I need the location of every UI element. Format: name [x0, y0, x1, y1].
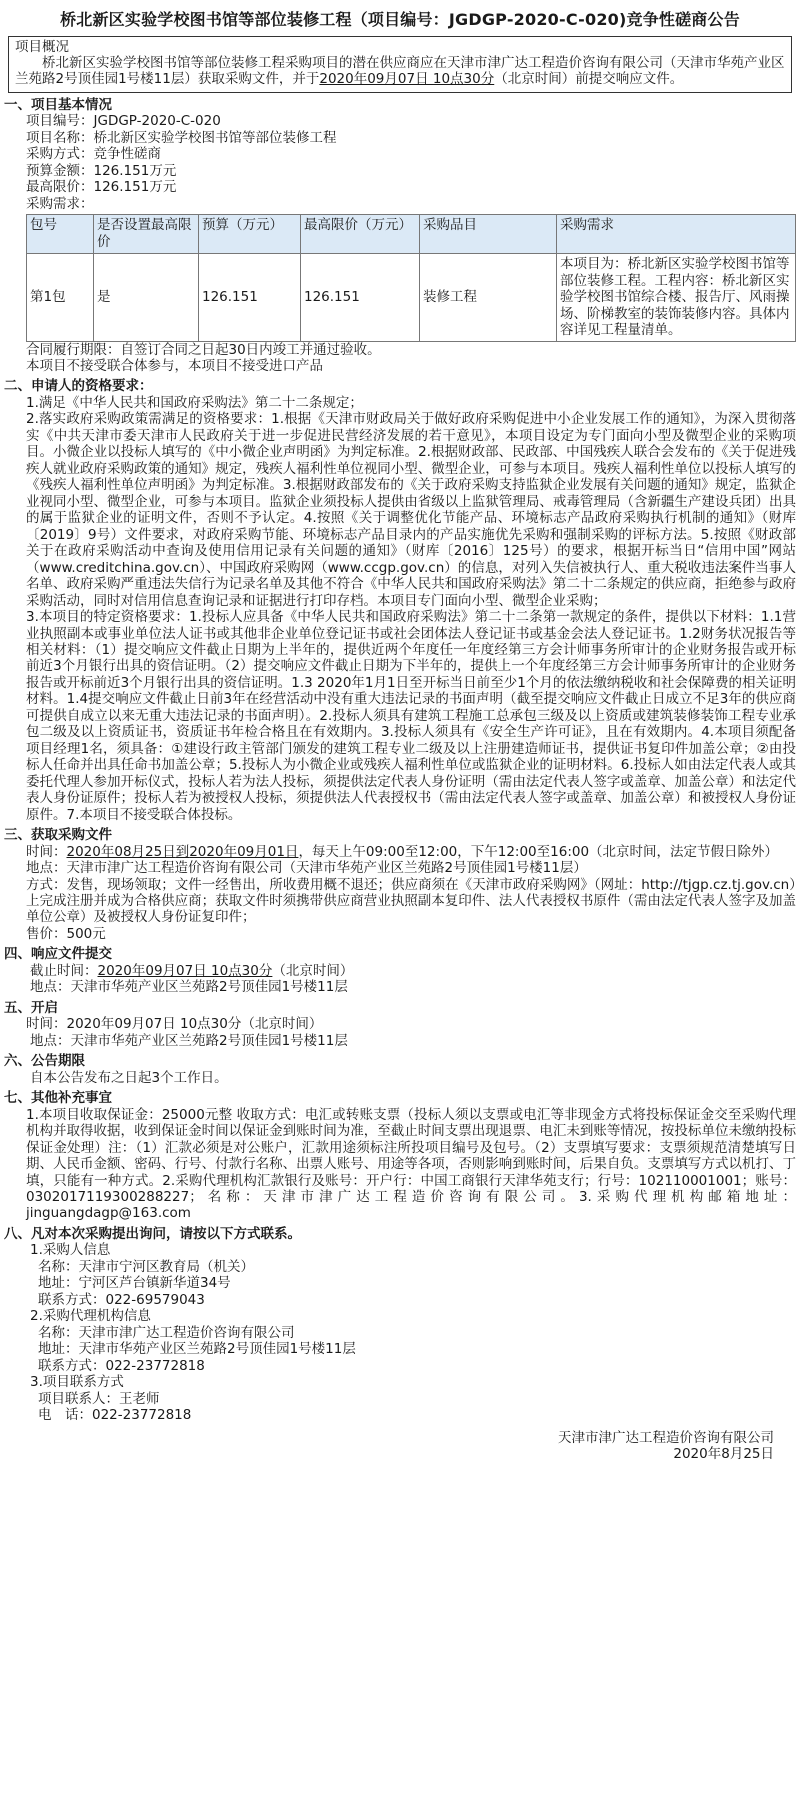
acquire-time-start: 2020年08月25日: [66, 843, 176, 860]
notice-period: 自本公告发布之日起3个工作日。: [30, 1069, 228, 1086]
project-contact-person: 项目联系人：王老师: [38, 1390, 160, 1407]
section-4-heading: 四、响应文件提交: [4, 946, 112, 963]
requirement-table: [26, 214, 796, 341]
overview-text-a: 桥北新区实验学校图书馆等部位装修工程采购项目的潜在供应商应在天津市津广达工程造价咨询有限公司（天津市华苑产业区兰苑路2号顶佳园1号楼11层）获取采购文件，并于: [15, 54, 785, 88]
signature-org: 天津市津广达工程造价咨询有限公司: [558, 1429, 774, 1446]
max-price: 最高限价：126.151万元: [26, 179, 177, 196]
acquire-place: 地点：天津市津广达工程造价咨询有限公司（天津市华苑产业区兰苑路2号顶佳园1号楼11层）: [26, 860, 587, 877]
consortium-note: 本项目不接受联合体参与，本项目不接受进口产品: [26, 358, 323, 375]
acquire-price: 售价：500元: [26, 925, 106, 942]
acquire-time-rest: ，每天上午09:00至12:00，下午12:00至16:00（北京时间，法定节假日除外）: [298, 843, 779, 860]
agency-address: 地址：天津市华苑产业区兰苑路2号顶佳园1号楼11层: [38, 1341, 356, 1358]
supplementary-matters: 1.本项目收取保证金：25000元整 收取方式：电汇或转账支票（投标人须以支票或电汇等非现金方式将投标保证金交至采购代理机构并取得收据，收到保证金时间以保证金到账时间为准，至截止时间支票出现退票、电汇未到账等情况，按投标单位未缴纳投标保证金处理）注：（1）汇款必须是对公账户，汇款用途须标注所投项目编号及包号。（2）支票填写要求：支票须规范清楚填写日期、人民币金额、密码、行号、付款行名称、出票人账号、用途等各项，否则影响到账时间，后果自负。支票填写方式以机打、丁填，只能有一种方式。2.采购代理机构汇款银行及账号：开户行：中国工商银行天津华苑支行；行号：102110001001；账号：0302017119300288227；名称：天津市津广达工程造价咨询有限公司。3.采购代理机构邮箱地址：jinguangdagp@163.com: [26, 1106, 796, 1222]
agency-contact: 联系方式：022-23772818: [38, 1357, 205, 1374]
signature-date: 2020年8月25日: [673, 1446, 774, 1463]
opening-place: 地点：天津市华苑产业区兰苑路2号顶佳园1号楼11层: [30, 1032, 348, 1049]
section-7-heading: 七、其他补充事宜: [4, 1090, 112, 1107]
overview-text-b: （北京时间）前提交响应文件。: [494, 71, 684, 88]
project-name: 项目名称：桥北新区实验学校图书馆等部位装修工程: [26, 129, 337, 146]
contract-period: 合同履行期限：自签订合同之日起30日内竣工并通过验收。: [26, 341, 381, 358]
cell-package-no: 第1包: [27, 254, 94, 341]
header-package-no: 包号: [27, 215, 94, 254]
header-category: 采购品目: [420, 215, 557, 254]
opening-time: 时间：2020年09月07日 10点30分（北京时间）: [26, 1016, 323, 1033]
buyer-address: 地址：宁河区芦台镇新华道34号: [38, 1275, 231, 1292]
agency-heading: 2.采购代理机构信息: [30, 1308, 151, 1325]
submit-deadline-label: 截止时间：: [30, 962, 98, 979]
qualification-3: 3.本项目的特定资格要求：1.投标人应具备《中华人民共和国政府采购法》第二十二条第一款规定的条件，提供以下材料：1.1营业执照副本或事业单位法人证书或其他非企业单位登记证书或社会团体法人登记证书或基金会法人登记证书。1.2财务状况报告等相关材料：（1）提交响应文件截止日期为上半年的，提供近两个年度任一年度经第三方会计师事务所审计的企业财务报告或开标前近3个月银行出具的资信证明。（2）提交响应文件截止日期为下半年的，提供上一个年度经第三方会计师事务所审计的企业财务报告或开标前近3个月银行出具的资信证明。1.3 2020年1月1日至开标当日前至少1个月的依法缴纳税收和社会保障费的相关证明材料。1.4提交响应文件截止日前3年在经营活动中没有重大违法记录的书面声明（截至提交响应文件截止日成立不足3年的供应商可提供自成立以来无重大违法记录的书面声明）。2.投标人须具有建筑工程施工总承包三级及以上资质或建筑装修装饰工程专业承包二级及以上资质证书，资质证书年检合格且在有效期内。3.投标人须具有《安全生产许可证》，且在有效期内。4.本项目须配备项目经理1名，须具备：①建设行政主管部门颁发的建筑工程专业二级及以上注册建造师证书，提供证书复印件加盖公章；②由投标人任命并出具任命书加盖公章；5.投标人为小微企业或残疾人福利性单位或监狱企业的证明材料。6.投标人如由法定代表人或其委托代理人参加开标仪式，投标人若为法人投标，须提供法定代表人身份证明（需由法定代表人签字或盖章、加盖公章）和法定代表人身份证原件；投标人若为被授权人投标，须提供法人代表授权书（需由法定代表人签字或盖章、加盖公章）和被授权人身份证原件。7.本项目不接受联合体投标。: [26, 609, 796, 823]
submit-deadline-rest: （北京时间）: [272, 962, 354, 979]
overview-text: [15, 55, 785, 88]
overview-heading: 项目概况: [15, 38, 69, 55]
agency-name: 名称：天津市津广达工程造价咨询有限公司: [38, 1324, 295, 1341]
section-6-heading: 六、公告期限: [4, 1053, 85, 1070]
project-number: 项目编号：JGDGP-2020-C-020: [26, 113, 221, 130]
acquire-time-mid: 到: [175, 843, 190, 860]
overview-box: [8, 36, 792, 93]
section-1-heading: 一、项目基本情况: [4, 96, 112, 113]
cell-max-price: 126.151: [301, 254, 420, 341]
budget-amount: 预算金额：126.151万元: [26, 162, 177, 179]
submit-place: 地点：天津市华苑产业区兰苑路2号顶佳园1号楼11层: [30, 979, 348, 996]
submit-deadline-value: 2020年09月07日 10点30分: [97, 962, 273, 979]
page-title: 桥北新区实验学校图书馆等部位装修工程（项目编号：JGDGP-2020-C-020)竞争性磋商公告: [60, 10, 740, 29]
qualification-1: 1.满足《中华人民共和国政府采购法》第二十二条规定；: [26, 394, 363, 411]
requirement-label: 采购需求：: [26, 195, 94, 212]
table-row: [27, 254, 796, 341]
acquire-time-label: 时间：: [26, 843, 67, 860]
project-contact-phone: 电 话：022-23772818: [38, 1407, 192, 1424]
section-2-heading: 二、申请人的资格要求：: [4, 378, 153, 395]
buyer-heading: 1.采购人信息: [30, 1242, 111, 1259]
acquire-way: 方式：发售，现场领取；文件一经售出，所收费用概不退还；供应商须在《天津市政府采购网》（网址：http://tjgp.cz.tj.gov.cn）上完成注册并成为合格供应商；获取文件时须携带供应商营业执照副本复印件、法人代表授权书原件（需由法定代表人签字及加盖单位公章）及被授权人身份证复印件；: [26, 876, 796, 926]
cell-category: 装修工程: [420, 254, 557, 341]
project-contact-heading: 3.项目联系方式: [30, 1374, 124, 1391]
section-5-heading: 五、开启: [4, 999, 58, 1016]
buyer-contact: 联系方式：022-69579043: [38, 1291, 205, 1308]
cell-budget: 126.151: [199, 254, 301, 341]
header-max-price: 最高限价（万元）: [301, 215, 420, 254]
procurement-method: 采购方式：竞争性磋商: [26, 146, 161, 163]
cell-requirement: 本项目为：桥北新区实验学校图书馆等部位装修工程。工程内容：桥北新区实验学校图书馆综合楼、报告厅、风雨操场、阶梯教室的装饰装修内容。具体内容详见工程量清单。: [557, 254, 796, 341]
submit-deadline: [4, 963, 796, 979]
acquire-time-end: 2020年09月01日: [189, 843, 299, 860]
section-3-heading: 三、获取采购文件: [4, 827, 112, 844]
table-header-row: [27, 215, 796, 254]
cell-has-max-price: 是: [94, 254, 199, 341]
acquire-time: [4, 844, 796, 860]
qualification-2: 2.落实政府采购政策需满足的资格要求：1.根据《天津市财政局关于做好政府采购促进中小企业发展工作的通知》，为深入贯彻落实《中共天津市委天津市人民政府关于进一步促进民营经济发展的若干意见》，本项目设定为专门面向小型及微型企业的采购项目。小微企业以投标人填写的《中小微企业声明函》为判定标准。2.根据财政部、民政部、中国残疾人联合会发布的《关于促进残疾人就业政府采购政策的通知》规定，残疾人福利性单位视同小型、微型企业，可参与本项目。残疾人福利性单位以投标人填写的《残疾人福利性单位声明函》为判定标准。3.根据财政部发布的《关于政府采购支持监狱企业发展有关问题的通知》规定，监狱企业视同小型、微型企业，可参与本项目。监狱企业须投标人提供由省级以上监狱管理局、戒毒管理局（含新疆生产建设兵团）出具的属于监狱企业的证明文件，否则不予认定。4.按照《关于调整优化节能产品、环境标志产品政府采购执行机制的通知》（财库〔2019〕9号）文件要求，对政府采购节能、环境标志产品目录内的产品实施优先采购和强制采购的评标方法。5.按照《财政部关于在政府采购活动中查询及使用信用记录有关问题的通知》（财库〔2016〕125号）的要求，根据开标当日“信用中国”网站（www.creditchina.gov.cn）、中国政府采购网（www.ccgp.gov.cn）的信息，对列入失信被执行人、重大税收违法案件当事人名单、政府采购严重违法失信行为记录名单及其他不符合《中华人民共和国政府采购法》第二十二条规定的供应商，拒绝参与政府采购活动，同时对信用信息查询记录和证据进行打印存档。本项目专门面向小型、微型企业采购；: [26, 411, 796, 609]
buyer-name: 名称：天津市宁河区教育局（机关）: [38, 1258, 254, 1275]
section-8-heading: 八、凡对本次采购提出询问，请按以下方式联系。: [4, 1225, 301, 1242]
header-budget: 预算（万元）: [199, 215, 301, 254]
header-has-max-price: 是否设置最高限价: [94, 215, 199, 254]
header-requirement: 采购需求: [557, 215, 796, 254]
overview-deadline: 2020年09月07日 10点30分: [319, 71, 495, 88]
